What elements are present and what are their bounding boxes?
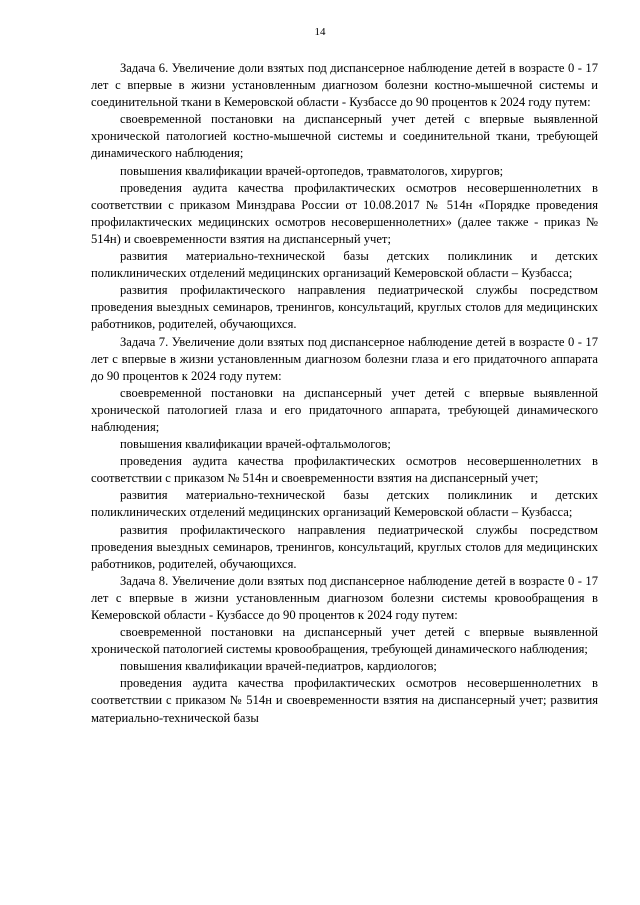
- paragraph-task-8: Задача 8. Увеличение доли взятых под диспансерное наблюдение детей в возрасте 0 - 17 лет с впервые в жизни установленным диагнозом болезни системы кровообращения в Кемеровской области - Кузбассе до 90 процентов к 2024 году путем:: [91, 573, 598, 622]
- paragraph-list-item: проведения аудита качества профилактических осмотров несовершеннолетних в соответствии с приказом № 514н и своевременности взятия на диспансерный учет; развития материально-технической базы: [91, 676, 598, 725]
- paragraph-list-item: своевременной постановки на диспансерный учет детей с впервые выявленной хронической патологией системы кровообращения, требующей динамического наблюдения;: [91, 625, 598, 657]
- paragraph-list-item: повышения квалификации врачей-педиатров, кардиологов;: [120, 659, 437, 674]
- page-number: 14: [314, 26, 326, 38]
- paragraph-list-item: повышения квалификации врачей-офтальмологов;: [120, 437, 391, 452]
- paragraph-list-item: развития материально-технической базы детских поликлиник и детских поликлинических отделений медицинских организаций Кемеровской области – Кузбасса;: [91, 488, 598, 520]
- paragraph-list-item: своевременной постановки на диспансерный учет детей с впервые выявленной хронической патологией глаза и его придаточного аппарата, требующей динамического наблюдения;: [91, 385, 598, 434]
- paragraph-list-item: проведения аудита качества профилактических осмотров несовершеннолетних в соответствии с приказом Минздрава России от 10.08.2017 № 514н «Порядке проведения профилактических медицинских осмотров несовершеннолетних» (далее также - приказ № 514н) и своевременности взятия на диспансерный учет;: [91, 180, 598, 246]
- paragraph-task-6: Задача 6. Увеличение доли взятых под диспансерное наблюдение детей в возрасте 0 - 17 лет с впервые в жизни установленным диагнозом болезни костно-мышечной системы и соединительной ткани в Кемеровской области - Кузбассе до 90 процентов к 2024 году путем:: [91, 61, 598, 110]
- paragraph-list-item: проведения аудита качества профилактических осмотров несовершеннолетних в соответствии с приказом № 514н и своевременности взятия на диспансерный учет;: [91, 454, 598, 486]
- paragraph-list-item: повышения квалификации врачей-ортопедов, травматологов, хирургов;: [120, 163, 504, 178]
- paragraph-task-7: Задача 7. Увеличение доли взятых под диспансерное наблюдение детей в возрасте 0 - 17 лет с впервые в жизни установленным диагнозом болезни глаза и его придаточного аппарата до 90 процентов к 2024 году путем:: [91, 334, 598, 383]
- document-body: [91, 60, 598, 727]
- paragraph-list-item: развития профилактического направления педиатрической службы посредством проведения выездных семинаров, тренингов, консультаций, круглых столов для медицинских работников, родителей, обучающихся.: [91, 522, 598, 571]
- paragraph-list-item: развития профилактического направления педиатрической службы посредством проведения выездных семинаров, тренингов, консультаций, круглых столов для медицинских работников, родителей, обучающихся.: [91, 283, 598, 332]
- paragraph-list-item: своевременной постановки на диспансерный учет детей с впервые выявленной хронической патологией костно-мышечной системы и соединительной ткани, требующей динамического наблюдения;: [91, 112, 598, 161]
- paragraph-list-item: развития материально-технической базы детских поликлиник и детских поликлинических отделений медицинских организаций Кемеровской области – Кузбасса;: [91, 249, 598, 281]
